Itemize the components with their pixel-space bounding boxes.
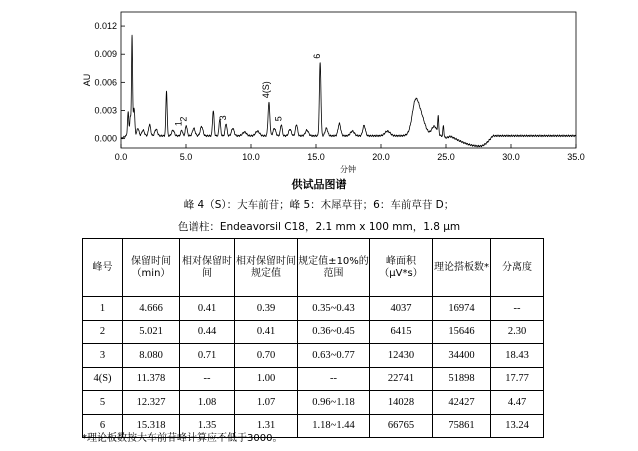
- header-rrt-specified: 相对保留时间规定值: [235, 239, 298, 297]
- x-axis-label: 分钟: [340, 165, 356, 174]
- table-cell: 6415: [370, 320, 433, 344]
- header-peak-no: 峰号: [83, 239, 123, 297]
- table-cell: 0.44: [180, 320, 235, 344]
- table-row: [83, 391, 544, 415]
- column-caption: 色谱柱：Endeavorsil C18，2.1 mm x 100 mm，1.8 μm: [177, 221, 461, 233]
- table-cell: 0.70: [235, 344, 298, 368]
- table-cell: 34400: [433, 344, 491, 368]
- chart-title: 供试品图谱: [291, 178, 347, 191]
- x-tick-label: 25.0: [437, 152, 455, 162]
- table-cell: 13.24: [491, 414, 544, 438]
- system-suitability-table: [82, 238, 544, 438]
- table-cell: 14028: [370, 391, 433, 415]
- table-cell: 66765: [370, 414, 433, 438]
- table-cell: 4.47: [491, 391, 544, 415]
- table-cell: 0.63~0.77: [298, 344, 370, 368]
- table-cell: 1.35: [180, 414, 235, 438]
- table-cell: 15.318: [123, 414, 180, 438]
- y-tick-label: 0.003: [94, 105, 117, 116]
- table-cell: 12430: [370, 344, 433, 368]
- table-cell: 4.666: [123, 297, 180, 321]
- table-cell: --: [180, 367, 235, 391]
- table-cell: 1.07: [235, 391, 298, 415]
- header-range: 规定值±10%的范围: [298, 239, 370, 297]
- table-row: [83, 297, 544, 321]
- peak-label: 6: [312, 53, 323, 59]
- table-cell: 11.378: [123, 367, 180, 391]
- table-cell: 42427: [433, 391, 491, 415]
- table-row: [83, 344, 544, 368]
- y-tick-label: 0.009: [94, 49, 117, 60]
- table-cell: 6: [83, 414, 123, 438]
- table-cell: 15646: [433, 320, 491, 344]
- x-tick-label: 15.0: [307, 152, 325, 162]
- table-cell: 8.080: [123, 344, 180, 368]
- x-tick-label: 10.0: [242, 152, 260, 162]
- table-cell: 5: [83, 391, 123, 415]
- table-cell: 75861: [433, 414, 491, 438]
- table-cell: 51898: [433, 367, 491, 391]
- peak-label: 5: [273, 116, 284, 122]
- table-cell: 1: [83, 297, 123, 321]
- table-cell: 1.31: [235, 414, 298, 438]
- peak-label: 1: [173, 121, 184, 127]
- table-cell: --: [491, 297, 544, 321]
- table-cell: 4037: [370, 297, 433, 321]
- x-tick-label: 35.0: [567, 152, 585, 162]
- table-cell: 16974: [433, 297, 491, 321]
- header-resolution: 分离度: [491, 239, 544, 297]
- table-cell: 1.08: [180, 391, 235, 415]
- footnote: *理论板数按大车前苷峰计算应不低于3000。: [82, 433, 283, 444]
- table-cell: 5.021: [123, 320, 180, 344]
- header-retention-time: 保留时间（min）: [123, 239, 180, 297]
- table-cell: 0.41: [235, 320, 298, 344]
- table-cell: 0.96~1.18: [298, 391, 370, 415]
- header-peak-area: 峰面积（μV*s）: [370, 239, 433, 297]
- y-tick-label: 0.012: [94, 21, 117, 32]
- plot-frame: [121, 12, 576, 148]
- table-cell: 2: [83, 320, 123, 344]
- x-tick-label: 0.0: [114, 152, 128, 162]
- x-tick-label: 30.0: [502, 152, 520, 162]
- table-row: [83, 320, 544, 344]
- table-cell: 17.77: [491, 367, 544, 391]
- chromatogram-chart: [0, 0, 638, 175]
- table-cell: 1.00: [235, 367, 298, 391]
- table-cell: 4(S): [83, 367, 123, 391]
- table-cell: 2.30: [491, 320, 544, 344]
- table-cell: 3: [83, 344, 123, 368]
- table-cell: 12.327: [123, 391, 180, 415]
- table-cell: --: [298, 367, 370, 391]
- y-axis-label: AU: [82, 73, 92, 87]
- peak-label: 3: [218, 115, 229, 121]
- y-tick-label: 0.006: [94, 77, 117, 88]
- peak-caption: 峰 4（S）：大车前苷；峰 5：木犀草苷；6：车前草苷 D；: [183, 199, 455, 211]
- table-cell: 18.43: [491, 344, 544, 368]
- x-tick-label: 5.0: [179, 152, 193, 162]
- table-cell: 0.35~0.43: [298, 297, 370, 321]
- table-cell: 0.41: [180, 297, 235, 321]
- peak-label: 4(S): [260, 81, 271, 99]
- table-cell: 0.71: [180, 344, 235, 368]
- table-cell: 0.39: [235, 297, 298, 321]
- table-cell: 0.36~0.45: [298, 320, 370, 344]
- peak-label: 2: [178, 116, 189, 122]
- y-tick-label: 0.000: [94, 133, 117, 144]
- table-cell: 22741: [370, 367, 433, 391]
- header-relative-retention: 相对保留时间: [180, 239, 235, 297]
- table-row: [83, 367, 544, 391]
- header-plate-number: 理论搭板数*: [433, 239, 491, 297]
- table-header-row: [83, 239, 544, 297]
- x-tick-label: 20.0: [372, 152, 390, 162]
- table-cell: 1.18~1.44: [298, 414, 370, 438]
- chromatogram-trace: [121, 35, 576, 147]
